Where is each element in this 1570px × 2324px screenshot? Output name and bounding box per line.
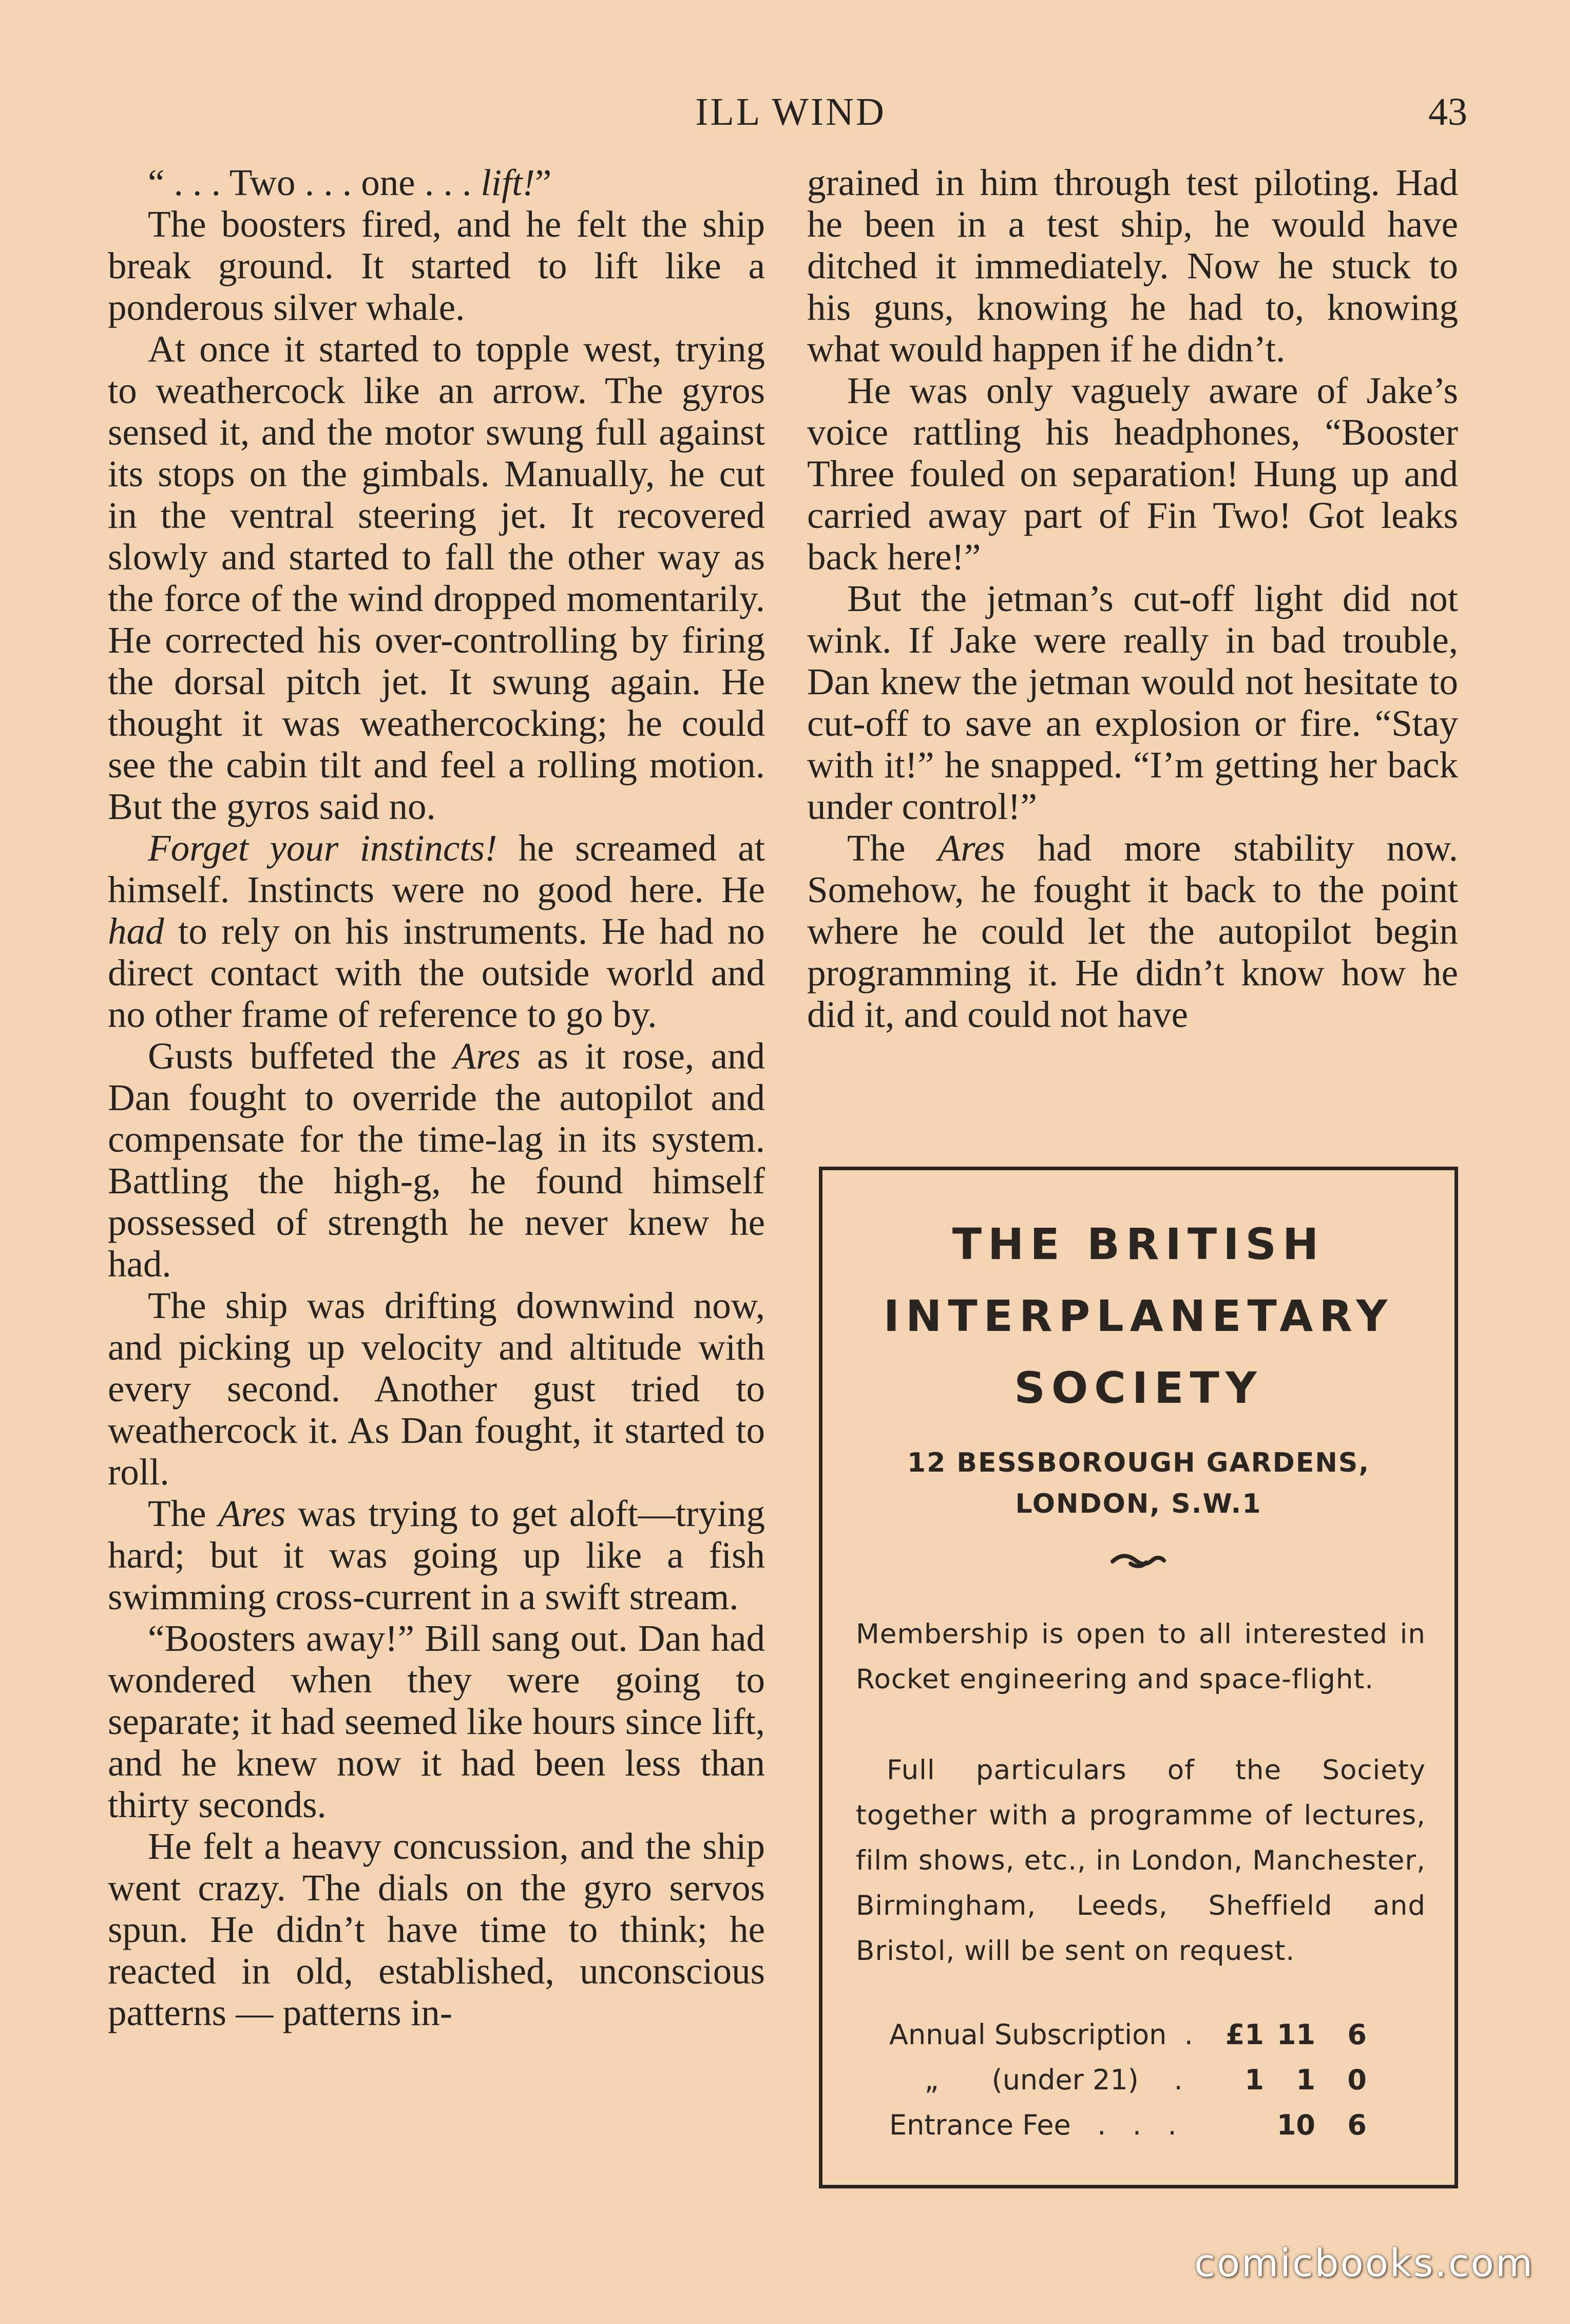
ad-title-line: INTERPLANETARY [883, 1291, 1394, 1341]
text-run: as it rose, and Dan fought to override the autopilot and compensate for the time-lag in its system. Battling the high-g, he found himself possessed of strength he never knew he had. [108, 1035, 765, 1285]
ad-title-line: THE BRITISH [952, 1219, 1325, 1269]
text-run: The [148, 1493, 219, 1534]
story-paragraph [108, 1825, 765, 2033]
running-header-title: ILL WIND [695, 90, 886, 134]
italic-run: Ares [453, 1035, 521, 1077]
fee-pounds [1218, 2103, 1264, 2148]
story-paragraph [108, 1617, 765, 1825]
text-run: he screamed at himself. Instincts were no good here. He [108, 827, 765, 910]
ad-address-line: LONDON, S.W.1 [1015, 1489, 1262, 1519]
fee-pounds: 1 [1244, 2064, 1264, 2096]
text-run: But the jetman’s cut-off light did not wink. If Jake were really in bad trouble, Dan knew the jetman would not hesitate to cut-off to save an explosion or fire. “Stay with it!” he snapped. “I’m getting her back under control!” [807, 578, 1458, 827]
story-paragraph [807, 827, 1458, 1035]
ad-membership-text: Membership is open to all interested in Rocket engineering and space-flight. [856, 1618, 1426, 1695]
italic-run: had [108, 910, 164, 952]
fee-row [889, 2012, 1367, 2058]
text-run: He was only vaguely aware of Jake’s voice rattling his headphones, “Booster Three fouled on separation! Hung up and carried away part of Fin Two! Got leaks back here!” [807, 370, 1458, 578]
story-paragraph [807, 370, 1458, 578]
text-run: ” [534, 162, 552, 203]
site-watermark: comicbooks.com [1194, 2241, 1534, 2285]
fee-label: „ (under 21) . [889, 2064, 1183, 2096]
right-text-column [807, 162, 1458, 1035]
story-paragraph [108, 827, 765, 1035]
text-run: He felt a heavy concussion, and the ship went crazy. The dials on the gyro servos spun. He didn’t have time to think; he reacted in old, established, unconscious patterns — patterns in- [108, 1825, 765, 2033]
fee-label: Annual Subscription . [889, 2018, 1193, 2051]
fee-shillings: 10 [1276, 2109, 1315, 2141]
text-run: had more stability now. Somehow, he fought it back to the point where he could let the autopilot begin programming it. He didn’t know how he did it, and could not have [807, 827, 1458, 1035]
left-text-column [108, 162, 765, 2033]
italic-run: Ares [218, 1493, 286, 1534]
text-run: Gusts buffeted the [148, 1035, 453, 1077]
text-run: was trying to get aloft—trying hard; but it was going up like a fish swimming cross-current in a swift stream. [108, 1493, 765, 1617]
italic-run: lift! [481, 162, 535, 203]
text-run: to rely on his instruments. He had no direct contact with the outside world and no other frame of reference to go by. [108, 910, 765, 1035]
fee-row [889, 2058, 1367, 2103]
fee-pence: 6 [1347, 2109, 1367, 2141]
ad-address-line: 12 BESSBOROUGH GARDENS, [907, 1447, 1370, 1478]
fee-pence: 6 [1347, 2018, 1367, 2051]
fee-pounds: £1 [1225, 2018, 1264, 2051]
story-paragraph [108, 1035, 765, 1285]
fee-row [889, 2103, 1367, 2148]
story-paragraph [108, 203, 765, 328]
story-paragraph [108, 162, 765, 203]
bis-advertisement-box [819, 1167, 1458, 2188]
fee-pence: 0 [1347, 2064, 1367, 2096]
story-paragraph [108, 328, 765, 827]
text-run: grained in him through test piloting. Had he been in a test ship, he would have ditched it immediately. Now he stuck to his guns, knowing he had to, knowing what would happen if he didn’t. [807, 162, 1458, 370]
text-run: The boosters fired, and he felt the ship break ground. It started to lift like a ponderous silver whale. [108, 203, 765, 328]
ad-title-line: SOCIETY [1014, 1363, 1263, 1413]
flourish-ornament-icon [1110, 1550, 1166, 1571]
story-paragraph [807, 578, 1458, 827]
ad-particulars-text: Full particulars of the Society together with a programme of lectures, film shows, etc., in London, Manchester, Birmingham, Leeds, Sheffield and Bristol, will be sent on request. [856, 1755, 1426, 1967]
fee-shillings: 1 [1296, 2064, 1315, 2096]
story-paragraph [807, 162, 1458, 370]
fee-label: Entrance Fee . . . [889, 2109, 1177, 2141]
story-paragraph [108, 1285, 765, 1493]
italic-run: Ares [937, 827, 1005, 869]
text-run: “Boosters away!” Bill sang out. Dan had wondered when they were going to separate; it had seemed like hours since lift, and he knew now it had been less than thirty seconds. [108, 1617, 765, 1825]
story-paragraph [108, 1493, 765, 1617]
text-run: The [847, 827, 938, 869]
text-run: “ . . . Two . . . one . . . [148, 162, 481, 203]
fee-table [889, 2012, 1367, 2148]
page-number: 43 [1428, 90, 1467, 134]
text-run: At once it started to topple west, trying to weathercock like an arrow. The gyros sensed it, and the motor swung full against its stops on the gimbals. Manually, he cut in the ventral steering jet. It recovered slowly and started to fall the other way as the force of the wind dropped momentarily. He corrected his over-controlling by firing the dorsal pitch jet. It swung again. He thought it was weathercocking; he could see the cabin tilt and feel a rolling motion. But the gyros said no. [108, 328, 765, 827]
fee-shillings: 11 [1276, 2018, 1315, 2051]
italic-run: Forget your instincts! [148, 827, 497, 869]
text-run: The ship was drifting downwind now, and picking up velocity and altitude with every second. Another gust tried to weathercock it. As Dan fought, it started to roll. [108, 1285, 765, 1493]
